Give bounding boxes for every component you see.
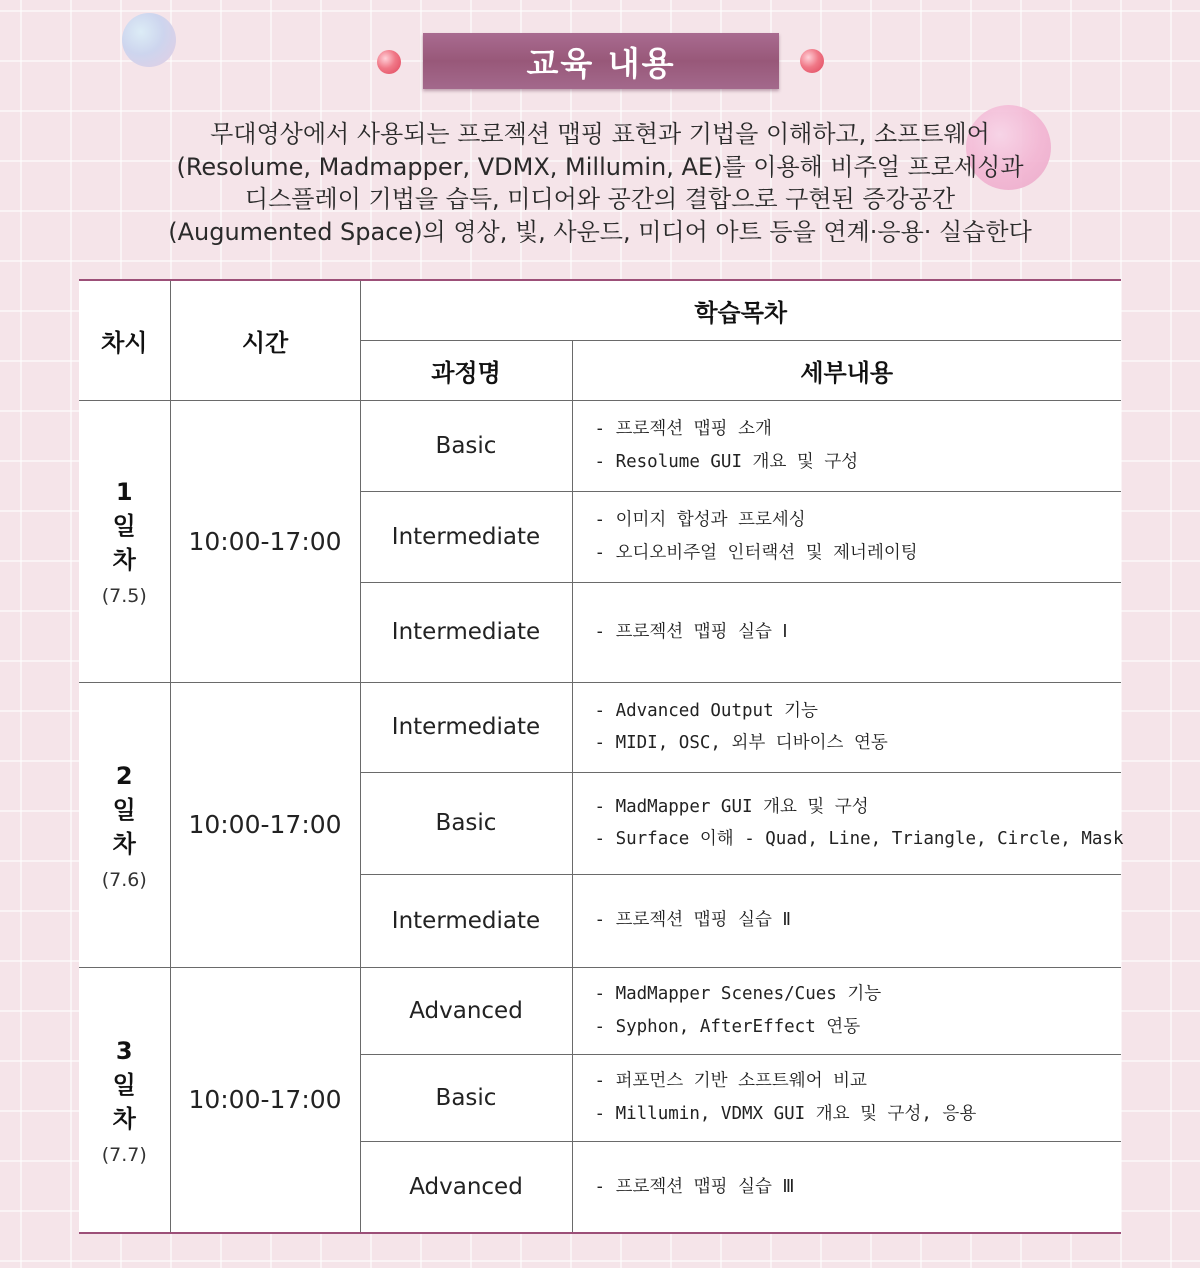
detail-item: - MadMapper GUI 개요 및 구성	[594, 796, 869, 817]
header-course: 과정명	[360, 340, 572, 400]
course-name: Advanced	[360, 967, 572, 1054]
course-name: Advanced	[360, 1141, 572, 1233]
detail-item: - 프로젝션 맵핑 실습 Ⅰ	[594, 621, 788, 642]
time-cell: 10:00-17:00	[170, 682, 360, 967]
day-cell	[79, 682, 170, 967]
detail-cell	[572, 1141, 1121, 1233]
header-details: 세부내용	[572, 340, 1121, 400]
decorative-dot-left	[377, 50, 401, 74]
detail-cell	[572, 1054, 1121, 1141]
detail-cell	[572, 400, 1121, 491]
table-row	[79, 967, 1121, 1054]
course-name: Intermediate	[360, 491, 572, 582]
header-session: 차시	[79, 280, 170, 400]
day-label: 2일차	[112, 761, 136, 858]
day-label: 1일차	[112, 478, 136, 574]
day-date: (7.7)	[101, 1143, 147, 1166]
detail-item: - Millumin, VDMX GUI 개요 및 구성, 응용	[594, 1103, 977, 1124]
detail-item: - Surface 이해 - Quad, Line, Triangle, Circle, Mask	[594, 829, 1124, 849]
time-cell: 10:00-17:00	[170, 400, 360, 682]
course-name: Intermediate	[360, 874, 572, 967]
day-cell	[79, 400, 170, 682]
detail-cell	[572, 582, 1121, 682]
table-row	[79, 400, 1121, 491]
detail-item: - 오디오비주얼 인터랙션 및 제너레이팅	[594, 542, 918, 563]
day-date: (7.6)	[101, 868, 147, 891]
detail-item: - 프로젝션 맵핑 실습 Ⅱ	[594, 910, 792, 931]
detail-cell	[572, 874, 1121, 967]
intro-paragraph	[100, 118, 1100, 248]
detail-cell	[572, 491, 1121, 582]
day-label: 3일차	[112, 1036, 136, 1133]
decorative-bubble-blue	[122, 13, 176, 67]
detail-item: - 이미지 합성과 프로세싱	[594, 510, 806, 530]
detail-cell	[572, 967, 1121, 1054]
table-row	[79, 682, 1121, 772]
detail-item: - 퍼포먼스 기반 소프트웨어 비교	[594, 1071, 867, 1091]
day-cell	[79, 967, 170, 1233]
intro-line: (Resolume, Madmapper, VDMX, Millumin, AE)를 이용해 비주얼 프로세싱과	[176, 152, 1024, 181]
detail-item: - MadMapper Scenes/Cues 기능	[594, 984, 882, 1004]
decorative-dot-right	[800, 49, 824, 73]
detail-item: - 프로젝션 맵핑 소개	[594, 419, 772, 439]
section-title: 교육 내용	[526, 43, 676, 83]
detail-item: - Resolume GUI 개요 및 구성	[594, 451, 859, 472]
intro-line: 무대영상에서 사용되는 프로젝션 맵핑 표현과 기법을 이해하고, 소프트웨어	[210, 120, 990, 148]
intro-line: (Augumented Space)의 영상, 빛, 사운드, 미디어 아트 등을 연계·응용· 실습한다	[168, 217, 1032, 246]
detail-item: - Advanced Output 기능	[594, 700, 818, 721]
course-name: Intermediate	[360, 582, 572, 682]
course-name: Basic	[360, 772, 572, 874]
course-name: Intermediate	[360, 682, 572, 772]
detail-cell	[572, 772, 1124, 874]
intro-line: 디스플레이 기법을 습득, 미디어와 공간의 결합으로 구현된 증강공간	[244, 185, 956, 213]
detail-item: - Syphon, AfterEffect 연동	[594, 1016, 861, 1037]
header-curriculum: 학습목차	[360, 280, 1121, 340]
section-title-banner	[423, 33, 779, 89]
detail-item: - MIDI, OSC, 외부 디바이스 연동	[594, 733, 888, 753]
day-date: (7.5)	[101, 585, 147, 607]
header-time: 시간	[170, 280, 360, 400]
detail-cell	[572, 682, 1121, 772]
course-name: Basic	[360, 400, 572, 491]
table-header-row	[79, 280, 1121, 340]
curriculum-table	[79, 279, 1124, 1234]
detail-item: - 프로젝션 맵핑 실습 Ⅲ	[594, 1176, 795, 1197]
time-cell: 10:00-17:00	[170, 967, 360, 1233]
course-name: Basic	[360, 1054, 572, 1141]
